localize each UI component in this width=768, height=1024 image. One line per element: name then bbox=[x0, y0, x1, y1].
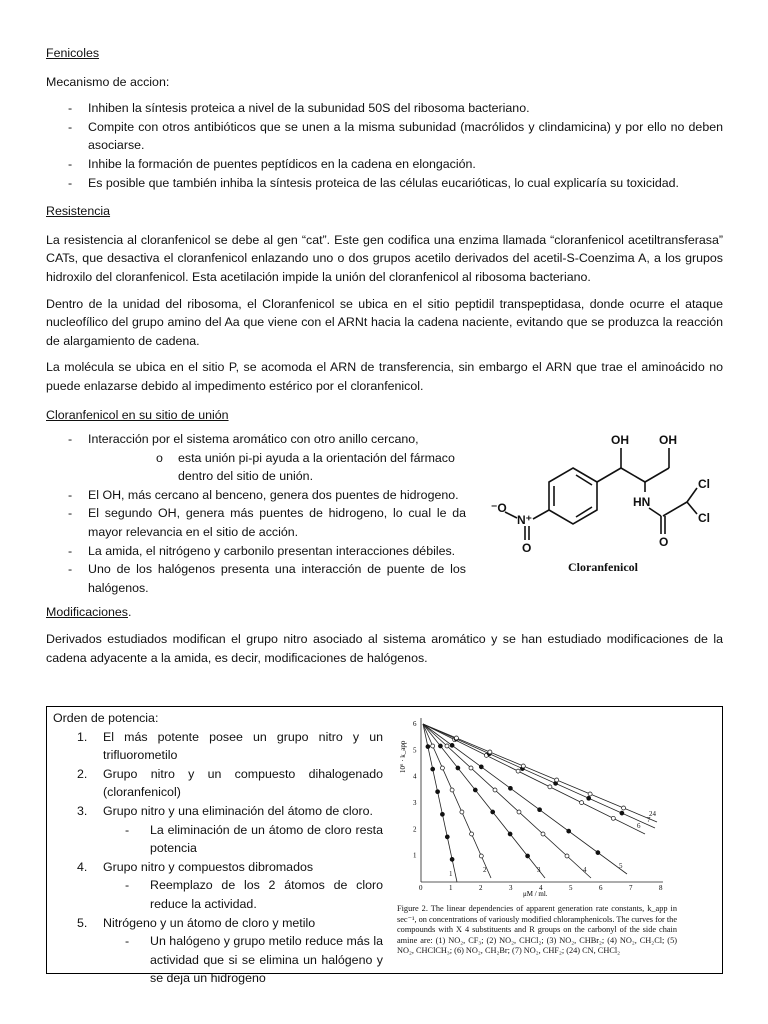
data-point bbox=[460, 810, 464, 814]
item-text: El más potente posee un grupo nitro y un trifluorometilo bbox=[103, 729, 383, 763]
data-point bbox=[479, 765, 483, 769]
data-point bbox=[436, 790, 440, 794]
item-number: 3. bbox=[77, 803, 88, 818]
data-point bbox=[516, 769, 520, 773]
curve-label: 1 bbox=[449, 870, 453, 878]
x-tick-label: 0 bbox=[419, 884, 423, 892]
x-tick-label: 3 bbox=[509, 884, 513, 892]
section-title-modificaciones bbox=[46, 603, 723, 622]
data-point bbox=[541, 832, 545, 836]
y-tick-label: 2 bbox=[413, 825, 417, 834]
item-number: 5. bbox=[77, 915, 88, 930]
data-point bbox=[548, 785, 552, 789]
x-tick-label: 8 bbox=[659, 884, 663, 892]
data-point bbox=[445, 744, 449, 748]
data-point bbox=[620, 811, 624, 815]
data-point bbox=[555, 778, 559, 782]
mechanism-list bbox=[46, 99, 723, 192]
order-label: Orden de potencia: bbox=[53, 711, 159, 725]
list-item bbox=[53, 728, 383, 765]
list-item: - Compite con otros antibióticos que se unen a la misma subunidad (macrólidos y clindamicina) y por ello no deben asociarse. bbox=[46, 118, 723, 155]
list-item bbox=[53, 858, 383, 914]
section-title-union: Cloranfenicol en su sitio de unión bbox=[46, 407, 229, 422]
list-item-text: Interacción por el sistema aromático con otro anillo cercano, bbox=[88, 432, 419, 447]
data-point bbox=[431, 744, 435, 748]
data-point bbox=[588, 792, 592, 796]
sub-list-item: - La eliminación de un átomo de cloro resta potencia bbox=[53, 821, 383, 858]
oh-label: OH bbox=[659, 433, 677, 448]
data-point bbox=[450, 743, 454, 747]
data-point bbox=[450, 788, 454, 792]
potency-list bbox=[53, 728, 383, 988]
data-point bbox=[567, 829, 571, 833]
data-point bbox=[580, 801, 584, 805]
document-page bbox=[46, 44, 723, 986]
item-text: Grupo nitro y un compuesto dihalogenado (cloranfenicol) bbox=[103, 766, 383, 800]
list-item: - La amida, el nitrógeno y carbonilo presentan interacciones débiles. bbox=[46, 542, 466, 561]
data-point bbox=[470, 832, 474, 836]
x-tick-label: 7 bbox=[629, 884, 633, 892]
list-item: - El segundo OH, genera más puentes de hidrogeno, lo cual le da mayor relevancia en el sitio de acción. bbox=[46, 504, 466, 541]
sub-list-item: - Un halógeno y grupo metilo reduce más la actividad que si se elimina un halógeno y se deja un hidrogeno bbox=[53, 932, 383, 988]
data-point bbox=[488, 750, 492, 754]
modifications-box bbox=[46, 706, 723, 986]
section-title-fenicoles: Fenicoles bbox=[46, 46, 100, 60]
data-point bbox=[454, 736, 458, 740]
sub-list-item: - Reemplazo de los 2 átomos de cloro reduce la actividad. bbox=[53, 876, 383, 913]
data-point bbox=[473, 788, 477, 792]
list-item bbox=[53, 802, 383, 858]
data-point bbox=[611, 816, 615, 820]
x-tick-label: 4 bbox=[539, 884, 543, 892]
data-point bbox=[517, 810, 521, 814]
mechanism-label: Mecanismo de accion: bbox=[46, 74, 170, 89]
binding-site-row bbox=[46, 430, 723, 597]
modificaciones-title: Modificaciones bbox=[46, 605, 128, 620]
data-point bbox=[508, 786, 512, 790]
nitro-o-label: O bbox=[522, 541, 532, 556]
y-axis-label: 10⁶ · k_app bbox=[399, 740, 407, 773]
list-item bbox=[46, 430, 466, 486]
potency-order bbox=[53, 709, 383, 988]
o-minus-label: ⁻O bbox=[491, 501, 507, 516]
data-point bbox=[508, 832, 512, 836]
item-text: Nitrógeno y un átomo de cloro y metilo bbox=[103, 915, 316, 930]
n-plus-label: N⁺ bbox=[517, 513, 532, 528]
chlorine-label: Cl bbox=[698, 477, 710, 492]
y-tick-label: 5 bbox=[413, 746, 417, 755]
y-tick-label: 4 bbox=[413, 772, 417, 781]
y-tick-label: 3 bbox=[413, 799, 417, 807]
figure-caption: Figure 2. The linear dependencies of apparent generation rate constants, k_app in sec⁻¹, on concentrations of variously modified chloramphenicols. The curves for the compounds with X 4 substituents and R groups on the carbonyl of the side chain amine are: (1) NO₂, CF₃; (2) NO₂, CHCl₂; (3) NO₂, CHBr₂; (4) NO₂, CH₂Cl; (5) NO₂, CHClCH₃; (6) NO₂, CH₂Br; (7) NO₂, CHF₂; (24) CN, CHCl₂ bbox=[397, 904, 677, 956]
curve-label: 3 bbox=[537, 866, 541, 874]
x-tick-label: 2 bbox=[479, 884, 483, 892]
title-period: . bbox=[127, 605, 132, 620]
y-tick-label: 1 bbox=[413, 851, 417, 860]
paragraph: La resistencia al cloranfenicol se debe al gen “cat”. Este gen codifica una enzima llamada “cloranfenicol acetiltransferasa” CATs, que desactiva el cloranfenicol enlazando uno o dos grupos acetilo derivados del acetil-S-Coenzima A, a los grupos hidroxilo del cloranfenicol. Esta acetilación impide la unión del cloranfenicol al ribosoma bacteriano. bbox=[46, 232, 723, 284]
curve-label: 7 bbox=[647, 816, 651, 824]
data-point bbox=[440, 812, 444, 816]
item-number: 1. bbox=[77, 729, 88, 744]
data-point bbox=[438, 744, 442, 748]
x-axis-unit: μM / ml. bbox=[523, 890, 548, 898]
data-point bbox=[526, 854, 530, 858]
data-point bbox=[565, 854, 569, 858]
x-tick-label: 6 bbox=[599, 884, 603, 892]
list-item: - Uno de los halógenos presenta una interacción de puente de los halógenos. bbox=[46, 560, 466, 597]
paragraph: Derivados estudiados modifican el grupo nitro asociado al sistema aromático y se han estudiado modificaciones de la cadena adyacente a la amida, es decir, modificaciones de halógenos. bbox=[46, 632, 723, 665]
nh-label: HN bbox=[633, 495, 651, 510]
binding-list bbox=[46, 430, 466, 597]
data-point bbox=[493, 788, 497, 792]
data-point bbox=[456, 766, 460, 770]
data-point bbox=[469, 766, 473, 770]
list-item bbox=[53, 914, 383, 988]
curve-label: 4 bbox=[583, 866, 587, 874]
chlorine-label: Cl bbox=[698, 511, 710, 526]
data-point bbox=[440, 766, 444, 770]
section-title-resistencia: Resistencia bbox=[46, 204, 111, 219]
figure-2 bbox=[395, 710, 675, 970]
carbonyl-o-label: O bbox=[659, 535, 669, 550]
curve-label: 5 bbox=[619, 862, 623, 870]
rate-constant-plot bbox=[395, 710, 675, 900]
list-item: - Inhibe la formación de puentes peptídicos en la cadena en elongación. bbox=[46, 155, 723, 174]
item-text: Grupo nitro y compuestos dibromados bbox=[103, 859, 314, 874]
curve-label: 24 bbox=[649, 810, 656, 818]
data-point bbox=[587, 796, 591, 800]
x-tick-label: 5 bbox=[569, 884, 573, 892]
curve-label: 2 bbox=[483, 866, 487, 874]
list-item: - Inhiben la síntesis proteica a nivel de la subunidad 50S del ribosoma bacteriano. bbox=[46, 99, 723, 118]
list-item bbox=[53, 765, 383, 802]
data-point bbox=[431, 767, 435, 771]
chloramphenicol-structure bbox=[483, 430, 723, 597]
list-item: - Es posible que también inhiba la síntesis proteica de las células eucarióticas, lo cual explicaría su toxicidad. bbox=[46, 174, 723, 193]
y-tick-label: 6 bbox=[413, 720, 417, 728]
curve-label: 6 bbox=[637, 822, 641, 830]
item-text: Grupo nitro y una eliminación del átomo de cloro. bbox=[103, 803, 373, 818]
item-number: 4. bbox=[77, 859, 88, 874]
data-point bbox=[445, 835, 449, 839]
oh-label: OH bbox=[611, 433, 629, 448]
data-point bbox=[521, 764, 525, 768]
paragraph: La molécula se ubica en el sitio P, se acomoda el ARN de transferencia, sin embargo el ARN que trae el aminoácido no puede enlazarse debido al impedimento estérico por el cloranfenicol. bbox=[46, 360, 723, 393]
data-point bbox=[538, 808, 542, 812]
data-point bbox=[426, 745, 430, 749]
data-point bbox=[622, 806, 626, 810]
sub-list-item: o esta unión pi-pi ayuda a la orientación del fármaco dentro del sitio de unión. bbox=[88, 449, 466, 486]
list-item: - El OH, más cercano al benceno, genera dos puentes de hidrogeno. bbox=[46, 486, 466, 505]
data-point bbox=[479, 854, 483, 858]
data-point bbox=[491, 810, 495, 814]
data-point bbox=[450, 857, 454, 861]
data-point bbox=[596, 851, 600, 855]
paragraph: Dentro de la unidad del ribosoma, el Cloranfenicol se ubica en el sitio peptidil transpeptidasa, donde ocurre el ataque nucleofílico del grupo amino del Aa que viene con el ARNt hacia la cadena naciente, evitando que se produzca la reacción de alargamiento de cadena. bbox=[46, 296, 723, 348]
x-tick-label: 1 bbox=[449, 884, 453, 892]
item-number: 2. bbox=[77, 766, 88, 781]
molecule-name: Cloranfenicol bbox=[568, 560, 638, 575]
